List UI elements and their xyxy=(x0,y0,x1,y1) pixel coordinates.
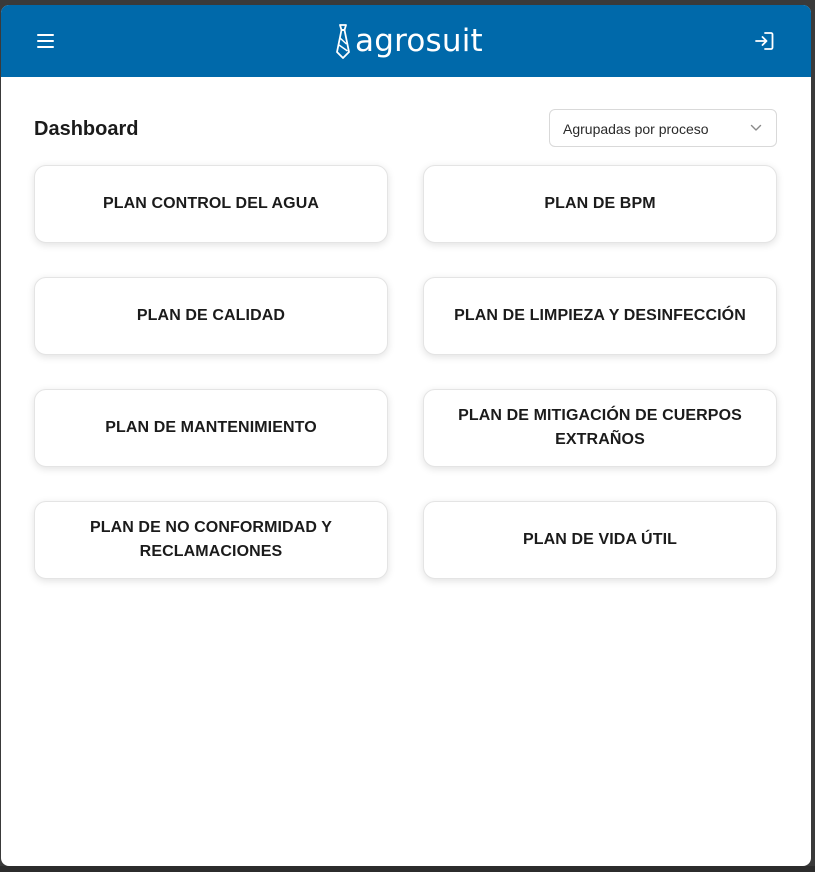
plan-card-label: PLAN CONTROL DEL AGUA xyxy=(102,195,320,212)
hamburger-icon-line xyxy=(37,40,54,42)
plan-card-limpieza-desinfeccion[interactable] xyxy=(423,277,777,355)
hamburger-icon-line xyxy=(37,46,54,48)
plan-card-calidad[interactable] xyxy=(34,277,388,355)
login-button[interactable] xyxy=(753,30,775,52)
plan-card-label: PLAN DE LIMPIEZA Y DESINFECCIÓN xyxy=(454,307,746,324)
logo-text: agrosuit xyxy=(355,23,483,59)
plan-card-no-conformidad-reclamaciones[interactable] xyxy=(34,501,388,579)
plan-card-bpm[interactable] xyxy=(423,165,777,243)
logo[interactable] xyxy=(333,21,483,61)
group-by-select-value: Agrupadas por proceso xyxy=(563,121,709,137)
plan-card-mantenimiento[interactable] xyxy=(34,389,388,467)
hamburger-icon-line xyxy=(37,34,54,36)
plan-card-vida-util[interactable] xyxy=(423,501,777,579)
hamburger-menu-button[interactable] xyxy=(35,31,57,51)
plan-card-label: PLAN DE MANTENIMIENTO xyxy=(105,419,317,436)
top-header xyxy=(1,5,811,77)
plan-card-label: PLAN DE MITIGACIÓN DE CUERPOS EXTRAÑOS xyxy=(458,407,742,448)
plan-card-control-agua[interactable] xyxy=(34,165,388,243)
plan-card-label: PLAN DE CALIDAD xyxy=(136,307,286,324)
chevron-down-icon xyxy=(750,124,762,132)
page-title: Dashboard xyxy=(34,118,139,140)
taskbar-strip xyxy=(0,866,815,872)
app-window xyxy=(1,5,811,866)
plan-card-mitigacion-cuerpos-extranos[interactable] xyxy=(423,389,777,467)
plan-card-label: PLAN DE NO CONFORMIDAD Y RECLAMACIONES xyxy=(89,519,333,560)
group-by-select[interactable] xyxy=(549,109,777,147)
plan-card-label: PLAN DE BPM xyxy=(544,195,656,212)
tie-logo-icon xyxy=(333,22,353,60)
login-icon xyxy=(753,30,775,52)
plan-card-label: PLAN DE VIDA ÚTIL xyxy=(523,531,677,548)
